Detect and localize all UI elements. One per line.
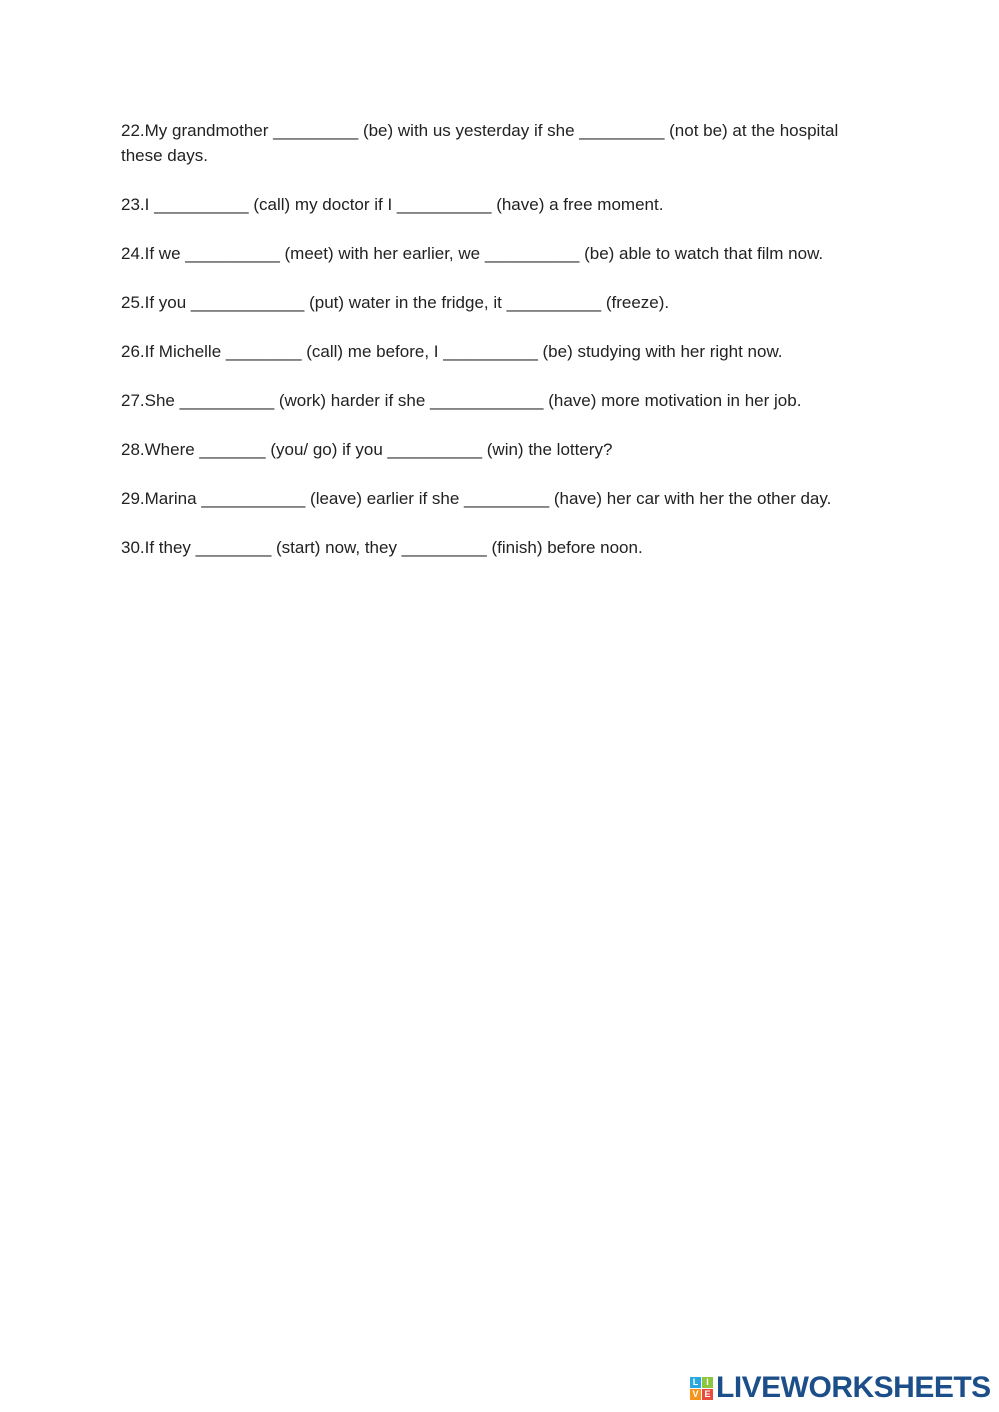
question-26: 26.If Michelle ________ (call) me before, I __________ (be) studying with her right now. — [121, 341, 783, 361]
logo-letter: E — [702, 1389, 713, 1400]
liveworksheets-logo-icon — [690, 1377, 713, 1400]
question-27: 27.She __________ (work) harder if she ____________ (have) more motivation in her job. — [121, 390, 802, 410]
question-29: 29.Marina ___________ (leave) earlier if she _________ (have) her car with her the other day. — [121, 488, 832, 508]
logo-letter: I — [702, 1377, 713, 1388]
question-22: 22.My grandmother _________ (be) with us yesterday if she _________ (not be) at the hospital these days. — [121, 121, 839, 165]
logo-letter: V — [690, 1389, 701, 1400]
question-24: 24.If we __________ (meet) with her earlier, we __________ (be) able to watch that film now. — [121, 243, 824, 263]
question-28: 28.Where _______ (you/ go) if you __________ (win) the lottery? — [121, 439, 613, 459]
question-30: 30.If they ________ (start) now, they _________ (finish) before noon. — [121, 537, 643, 557]
liveworksheets-branding — [690, 1372, 991, 1404]
question-23: 23.I __________ (call) my doctor if I __________ (have) a free moment. — [121, 194, 664, 214]
logo-letter: L — [690, 1377, 701, 1388]
worksheet-questions — [121, 119, 881, 585]
brand-name: LIVEWORKSHEETS — [716, 1371, 991, 1404]
question-25: 25.If you ____________ (put) water in the fridge, it __________ (freeze). — [121, 292, 670, 312]
